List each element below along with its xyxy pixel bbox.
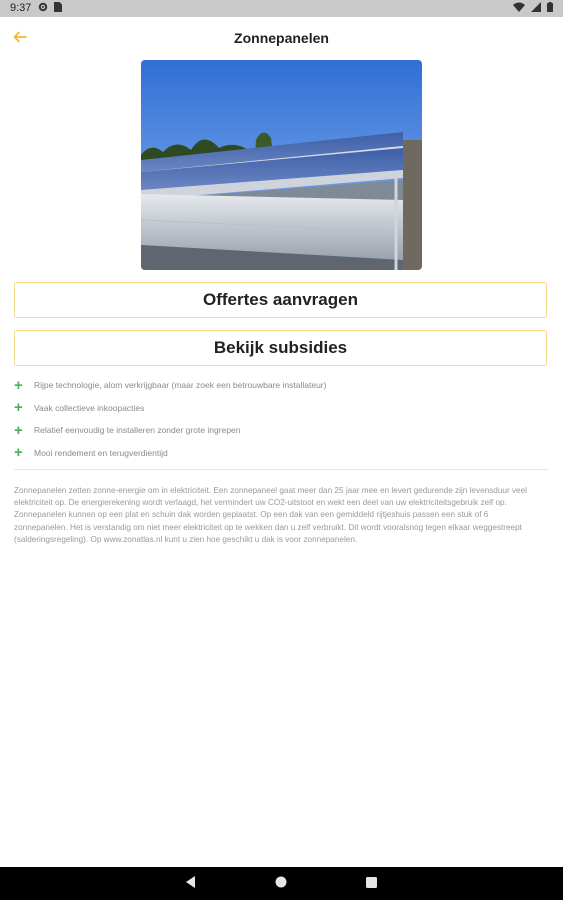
pros-list	[14, 374, 549, 464]
divider	[14, 469, 549, 470]
solar-panels-image	[141, 60, 422, 270]
status-bar	[0, 0, 563, 17]
back-triangle-icon	[186, 875, 196, 893]
pro-text: Mooi rendement en terugverdientijd	[34, 447, 168, 458]
list-item	[14, 374, 549, 397]
pro-text: Rijpe technologie, alom verkrijgbaar (maar zoek een betrouwbare installateur)	[34, 380, 327, 391]
list-item	[14, 397, 549, 420]
list-item	[14, 442, 549, 465]
request-quotes-button[interactable]: Offertes aanvragen	[14, 282, 547, 318]
home-circle-icon	[275, 875, 287, 893]
nav-home-button[interactable]	[273, 876, 289, 892]
settings-icon	[38, 2, 48, 15]
view-subsidies-button[interactable]: Bekijk subsidies	[14, 330, 547, 366]
status-time: 9:37	[10, 2, 32, 14]
pro-text: Relatief eenvoudig te installeren zonder grote ingrepen	[34, 425, 241, 436]
recents-square-icon	[366, 875, 377, 893]
signal-icon	[531, 2, 541, 15]
description-text: Zonnepanelen zetten zonne-energie om in elektriciteit. Een zonnepaneel gaat meer dan 25 jaar mee en levert gedurende zijn levensduur veel elektriciteit op. De energierekening wordt verlaagd, het vermindert uw CO2-uitstoot en wekt een deel van uw elektriciteitsgebruik zelf op. Zonnepanelen kunnen op een plat en schuin dak worden geplaatst. Op een dak van een gemiddeld rijtjeshuis passen een stuk of 6 zonnepanelen. Het is verstandig om niet meer elektriciteit op te wekken dan u zelf verbruikt. Dit wordt vooralsnog tegen elkaar weggestreept (salderingsregeling). Op www.zonatlas.nl kunt u zien hoe geschikt u dak is voor zonnepanelen.	[14, 486, 527, 544]
plus-icon: +	[14, 399, 23, 417]
battery-icon	[547, 2, 553, 15]
plus-icon: +	[14, 444, 23, 462]
plus-icon: +	[14, 376, 23, 394]
nav-back-button[interactable]	[183, 876, 199, 892]
navigation-bar	[0, 867, 563, 900]
list-item	[14, 419, 549, 442]
page-title: Zonnepanelen	[234, 30, 329, 46]
nav-recents-button[interactable]	[363, 876, 379, 892]
plus-icon: +	[14, 421, 23, 439]
pro-text: Vaak collectieve inkoopacties	[34, 402, 145, 413]
sim-card-icon	[54, 2, 62, 15]
wifi-icon	[513, 2, 525, 15]
